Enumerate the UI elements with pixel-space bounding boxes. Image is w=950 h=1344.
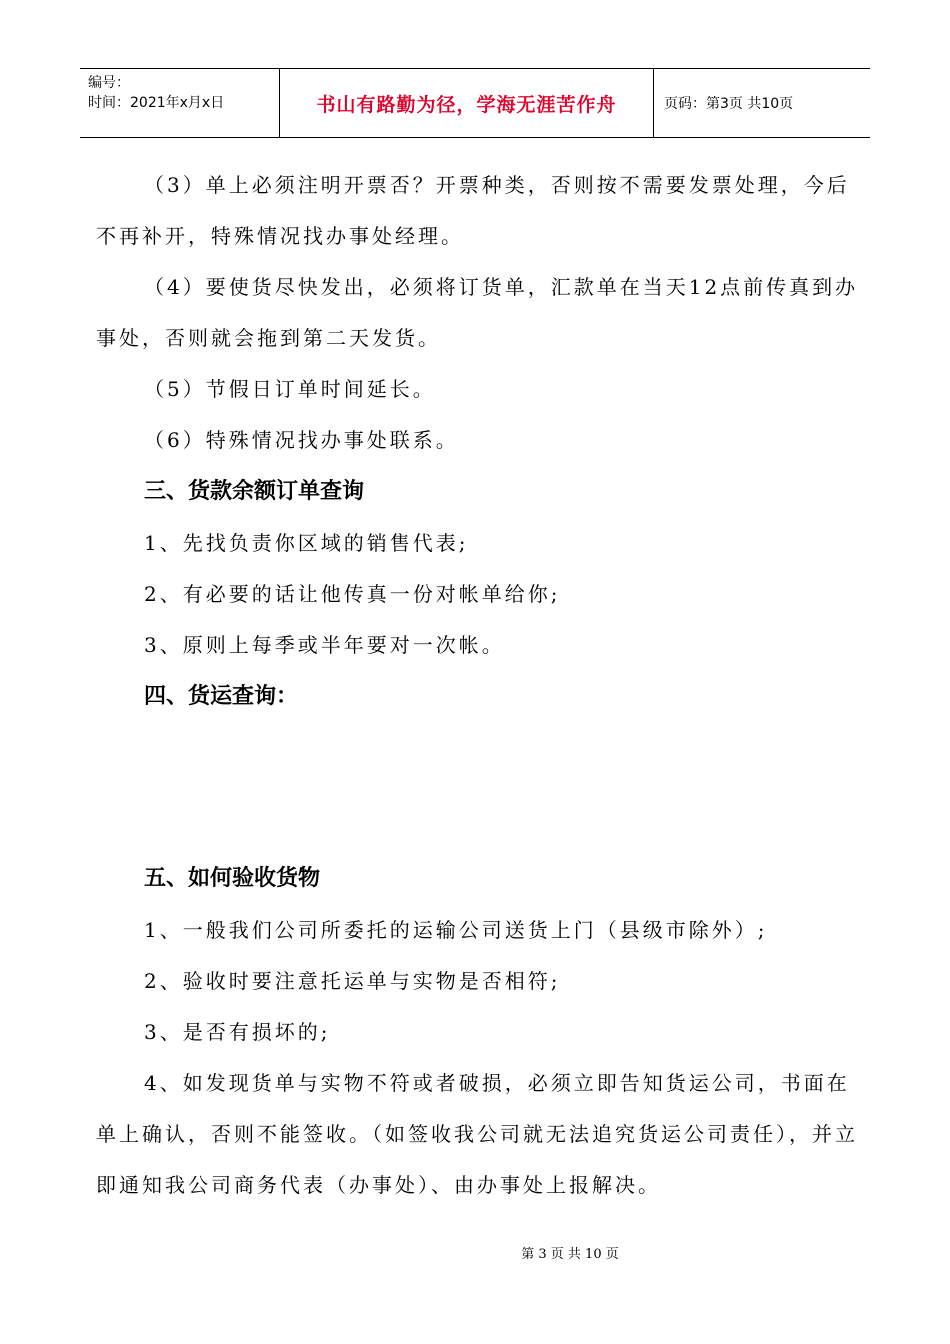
section-heading-3: 三、货款余额订单查询 xyxy=(144,479,365,504)
section-heading-4: 四、货运查询： xyxy=(144,684,299,709)
paragraph-item-3: （3）单上必须注明开票否？开票种类，否则按不需要发票处理，今后不再补开，特殊情况找办事处经理。 xyxy=(96,173,850,248)
section-heading-5: 五、如何验收货物 xyxy=(144,866,321,891)
header-page-cell xyxy=(654,69,870,137)
section-5-item-1: 1、一般我们公司所委托的运输公司送货上门（县级市除外）; xyxy=(144,918,768,942)
document-header xyxy=(80,68,870,138)
paragraph-item-4: （4）要使货尽快发出，必须将订货单，汇款单在当天12点前传真到办事处，否则就会拖到第二天发货。 xyxy=(96,275,859,350)
document-number-label: 编号： xyxy=(88,75,130,91)
page-footer xyxy=(0,1243,950,1262)
paragraph-item-5: （5）节假日订单时间延长。 xyxy=(144,377,436,401)
blank-space xyxy=(96,723,862,853)
document-body xyxy=(96,160,862,1211)
paragraph-item-6: （6）特殊情况找办事处联系。 xyxy=(144,428,459,452)
section-5-item-2: 2、验收时要注意托运单与实物是否相符; xyxy=(144,969,561,993)
footer-page-number: 第 3 页 共 10 页 xyxy=(521,1247,619,1262)
header-motto: 书山有路勤为径，学海无涯苦作舟 xyxy=(316,93,617,116)
section-5-item-3: 3、是否有损坏的; xyxy=(144,1020,331,1044)
section-3-item-3: 3、原则上每季或半年要对一次帐。 xyxy=(144,633,505,657)
header-meta-cell xyxy=(80,69,280,137)
section-5-item-4: 4、如发现货单与实物不符或者破损，必须立即告知货运公司，书面在单上确认，否则不能签收。（如签收我公司就无法追究货运公司责任），并立即通知我公司商务代表（办事处）、由办事处上报解决。 xyxy=(96,1071,858,1197)
header-motto-cell xyxy=(280,69,654,137)
section-3-item-1: 1、先找负责你区域的销售代表; xyxy=(144,531,469,555)
header-page-info: 页码：第3页 共10页 xyxy=(664,96,794,112)
section-3-item-2: 2、有必要的话让他传真一份对帐单给你; xyxy=(144,582,561,606)
document-time-label: 时间：2021年x月x日 xyxy=(88,95,225,111)
